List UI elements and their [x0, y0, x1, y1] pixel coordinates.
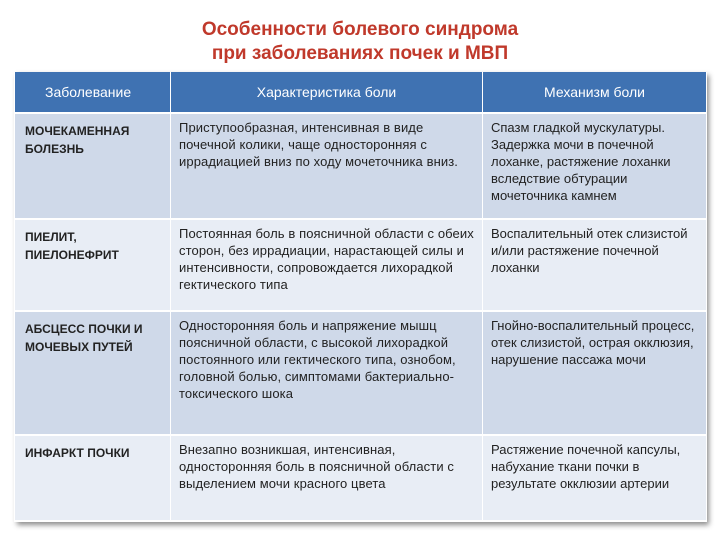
characteristic-cell: Внезапно возникшая, интенсивная, односторонняя боль в поясничной области с выделением мочи красного цвета: [171, 435, 483, 521]
table-header-row: [15, 72, 707, 113]
title-line-2: при заболеваниях почек и МВП: [211, 43, 509, 64]
mechanism-cell: Воспалительный отек слизистой и/или растяжение почечной лоханки: [483, 219, 707, 311]
pain-syndrome-table: [14, 72, 707, 522]
disease-cell: МОЧЕКАМЕННАЯ БОЛЕЗНЬ: [15, 113, 171, 219]
header-disease: Заболевание: [15, 72, 171, 113]
characteristic-cell: Постоянная боль в поясничной области с обеих сторон, без иррадиации, нарастающей силы и интенсивности, сопровождается лихорадкой гектического типа: [171, 219, 483, 311]
characteristic-cell: Односторонняя боль и напряжение мышц поясничной области, с высокой лихорадкой постоянного или гектического типа, ознобом, головной болью, симптомами бактериально-токсического шока: [171, 311, 483, 435]
pain-syndrome-table-container: [14, 72, 706, 522]
page-title: [0, 18, 720, 66]
table-row: [15, 435, 707, 521]
table-row: [15, 311, 707, 435]
disease-cell: АБСЦЕСС ПОЧКИ И МОЧЕВЫХ ПУТЕЙ: [15, 311, 171, 435]
mechanism-cell: Растяжение почечной капсулы, набухание ткани почки в результате окклюзии артерии: [483, 435, 707, 521]
header-mechanism: Механизм боли: [483, 72, 707, 113]
table-row: [15, 113, 707, 219]
title-line-1: Особенности болевого синдрома: [201, 19, 519, 40]
header-characteristic: Характеристика боли: [171, 72, 483, 113]
disease-cell: ИНФАРКТ ПОЧКИ: [15, 435, 171, 521]
table-row: [15, 219, 707, 311]
mechanism-cell: Гнойно-воспалительный процесс, отек слизистой, острая окклюзия, нарушение пассажа мочи: [483, 311, 707, 435]
disease-cell: ПИЕЛИТ, ПИЕЛОНЕФРИТ: [15, 219, 171, 311]
mechanism-cell: Спазм гладкой мускулатуры. Задержка мочи в почечной лоханке, растяжение лоханки вследствие обтурации мочеточника камнем: [483, 113, 707, 219]
characteristic-cell: Приступообразная, интенсивная в виде почечной колики, чаще односторонняя с иррадиацией вниз по ходу мочеточника вниз.: [171, 113, 483, 219]
